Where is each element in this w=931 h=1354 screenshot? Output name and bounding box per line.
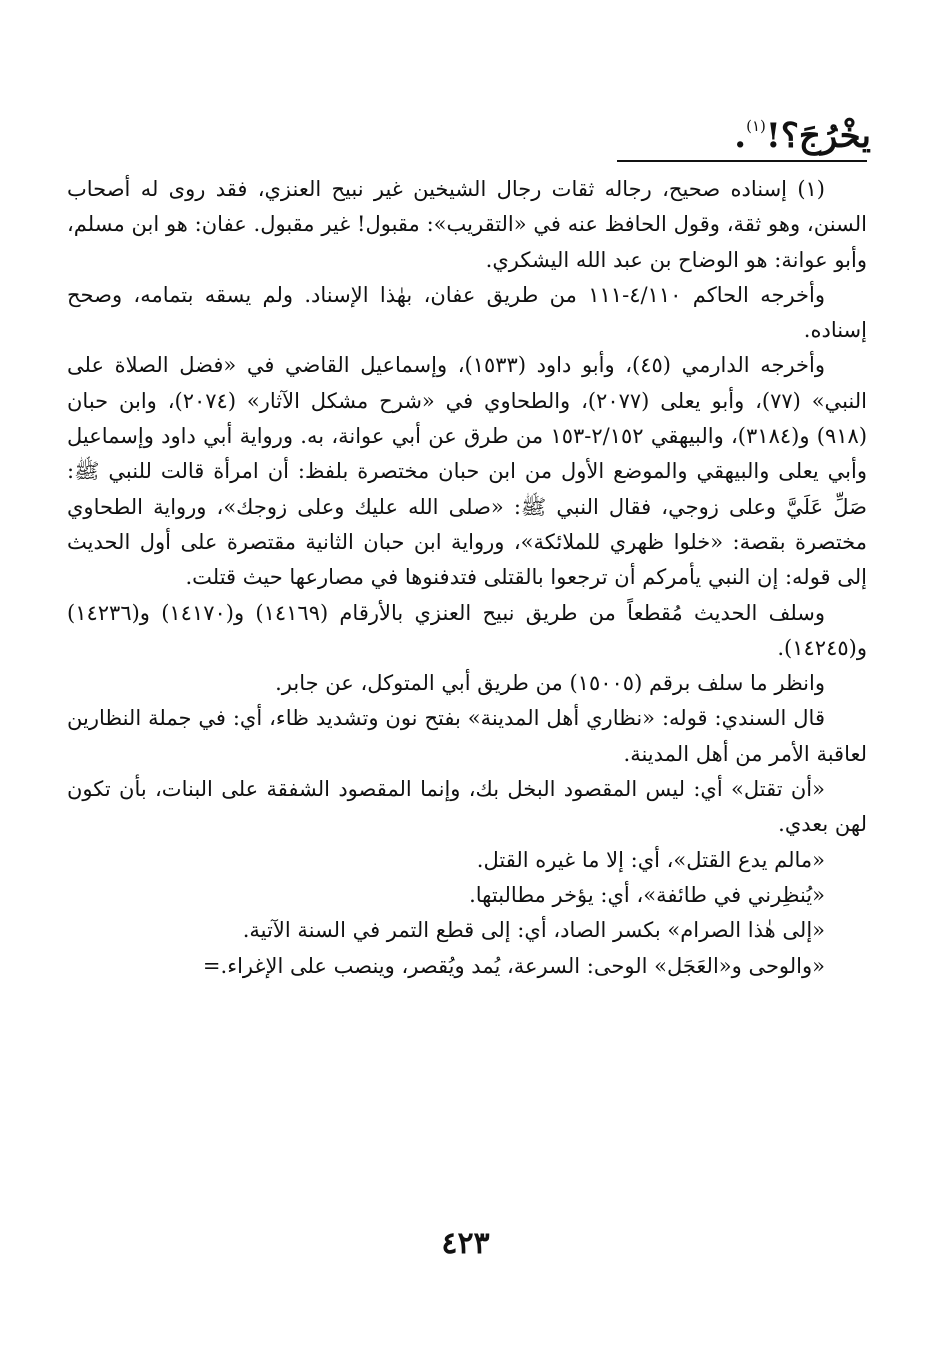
main-text-ending — [734, 104, 871, 158]
footnotes — [67, 172, 867, 984]
footnote-paragraph-10: «إلى هٰذا الصرام» بكسر الصاد، أي: إلى قطع التمر في السنة الآتية. — [242, 918, 825, 943]
footnote-separator — [617, 160, 867, 162]
footnote-paragraph-9: «يُنظِرني في طائفة»، أي: يؤخر مطالبتها. — [469, 882, 825, 907]
footnote-reference: (١) — [746, 117, 766, 135]
footnote-paragraph-5: وانظر ما سلف برقم (١٥٠٠٥) من طريق أبي المتوكل، عن جابر. — [275, 671, 825, 696]
page-number: ٤٢٣ — [441, 1226, 490, 1261]
main-text: يخْرُجَ؟! — [765, 116, 871, 156]
footnote-paragraph-3: وأخرجه الدارمي (٤٥)، وأبو داود (١٥٣٣)، وإسماعيل القاضي في «فضل الصلاة على النبي» (٧٧)، وأبو يعلى (٢٠٧٧)، والطحاوي في «شرح مشكل الآثار» (٢٠٧٤)، وابن حبان (٩١٨) و(٣١٨٤)، والبيهقي ٢/١٥٢-١٥٣ من طرق عن أبي عوانة، به. ورواية أبي داود وإسماعيل وأبي يعلى والبيهقي والموضع الأول من ابن حبان مختصرة بلفظ: أن امرأة قالت للنبي ﷺ: صَلِّ عَلَيَّ وعلى زوجي، فقال النبي ﷺ: «صلى الله عليك وعلى زوجك»، ورواية الطحاوي مختصرة بقصة: «خلوا ظهري للملائكة»، ورواية ابن حبان الثانية مقتصرة على أول الحديث إلى قوله: إن النبي يأمركم أن ترجعوا بالقتلى فتدفنوها في مصارعها حيث قتلت. — [67, 353, 868, 590]
footnote-paragraph-2: وأخرجه الحاكم ٤/١١٠-١١١ من طريق عفان، بهٰذا الإسناد. ولم يسقه بتمامه، وصحح إسناده. — [67, 282, 867, 343]
footnote-paragraph-4: وسلف الحديث مُقطعاً من طريق نبيح العنزي بالأرقام (١٤١٦٩) و(١٤١٧٠) و(١٤٢٣٦) و(١٤٢٤٥). — [67, 600, 867, 660]
footnote-paragraph-8: «مالم يدع القتل»، أي: إلا ما غيره القتل. — [476, 847, 825, 872]
footnote-paragraph-6: قال السندي: قوله: «نظاري أهل المدينة» بفتح نون وتشديد ظاء، أي: في جملة النظارين لعاقبة الأمر من أهل المدينة. — [67, 706, 867, 766]
main-text-period: . — [734, 116, 747, 156]
footnote-paragraph-7: «أن تقتل» أي: ليس المقصود البخل بك، وإنما المقصود الشفقة على البنات، بأن تكون لهن بعدي. — [67, 777, 867, 837]
footnote-paragraph-11: «والوحى و«العَجَل» الوحى: السرعة، يُمد ويُقصر، وينصب على الإغراء.= — [202, 953, 825, 978]
footnote-paragraph-1: (١) إسناده صحيح، رجاله ثقات رجال الشيخين غير نبيح العنزي، فقد روى له أصحاب السنن، وهو ثقة، وقول الحافظ عنه في «التقريب»: مقبول! غير مقبول. عفان: هو ابن مسلم، وأبو عوانة: هو الوضاح بن عبد الله اليشكري. — [67, 177, 867, 272]
